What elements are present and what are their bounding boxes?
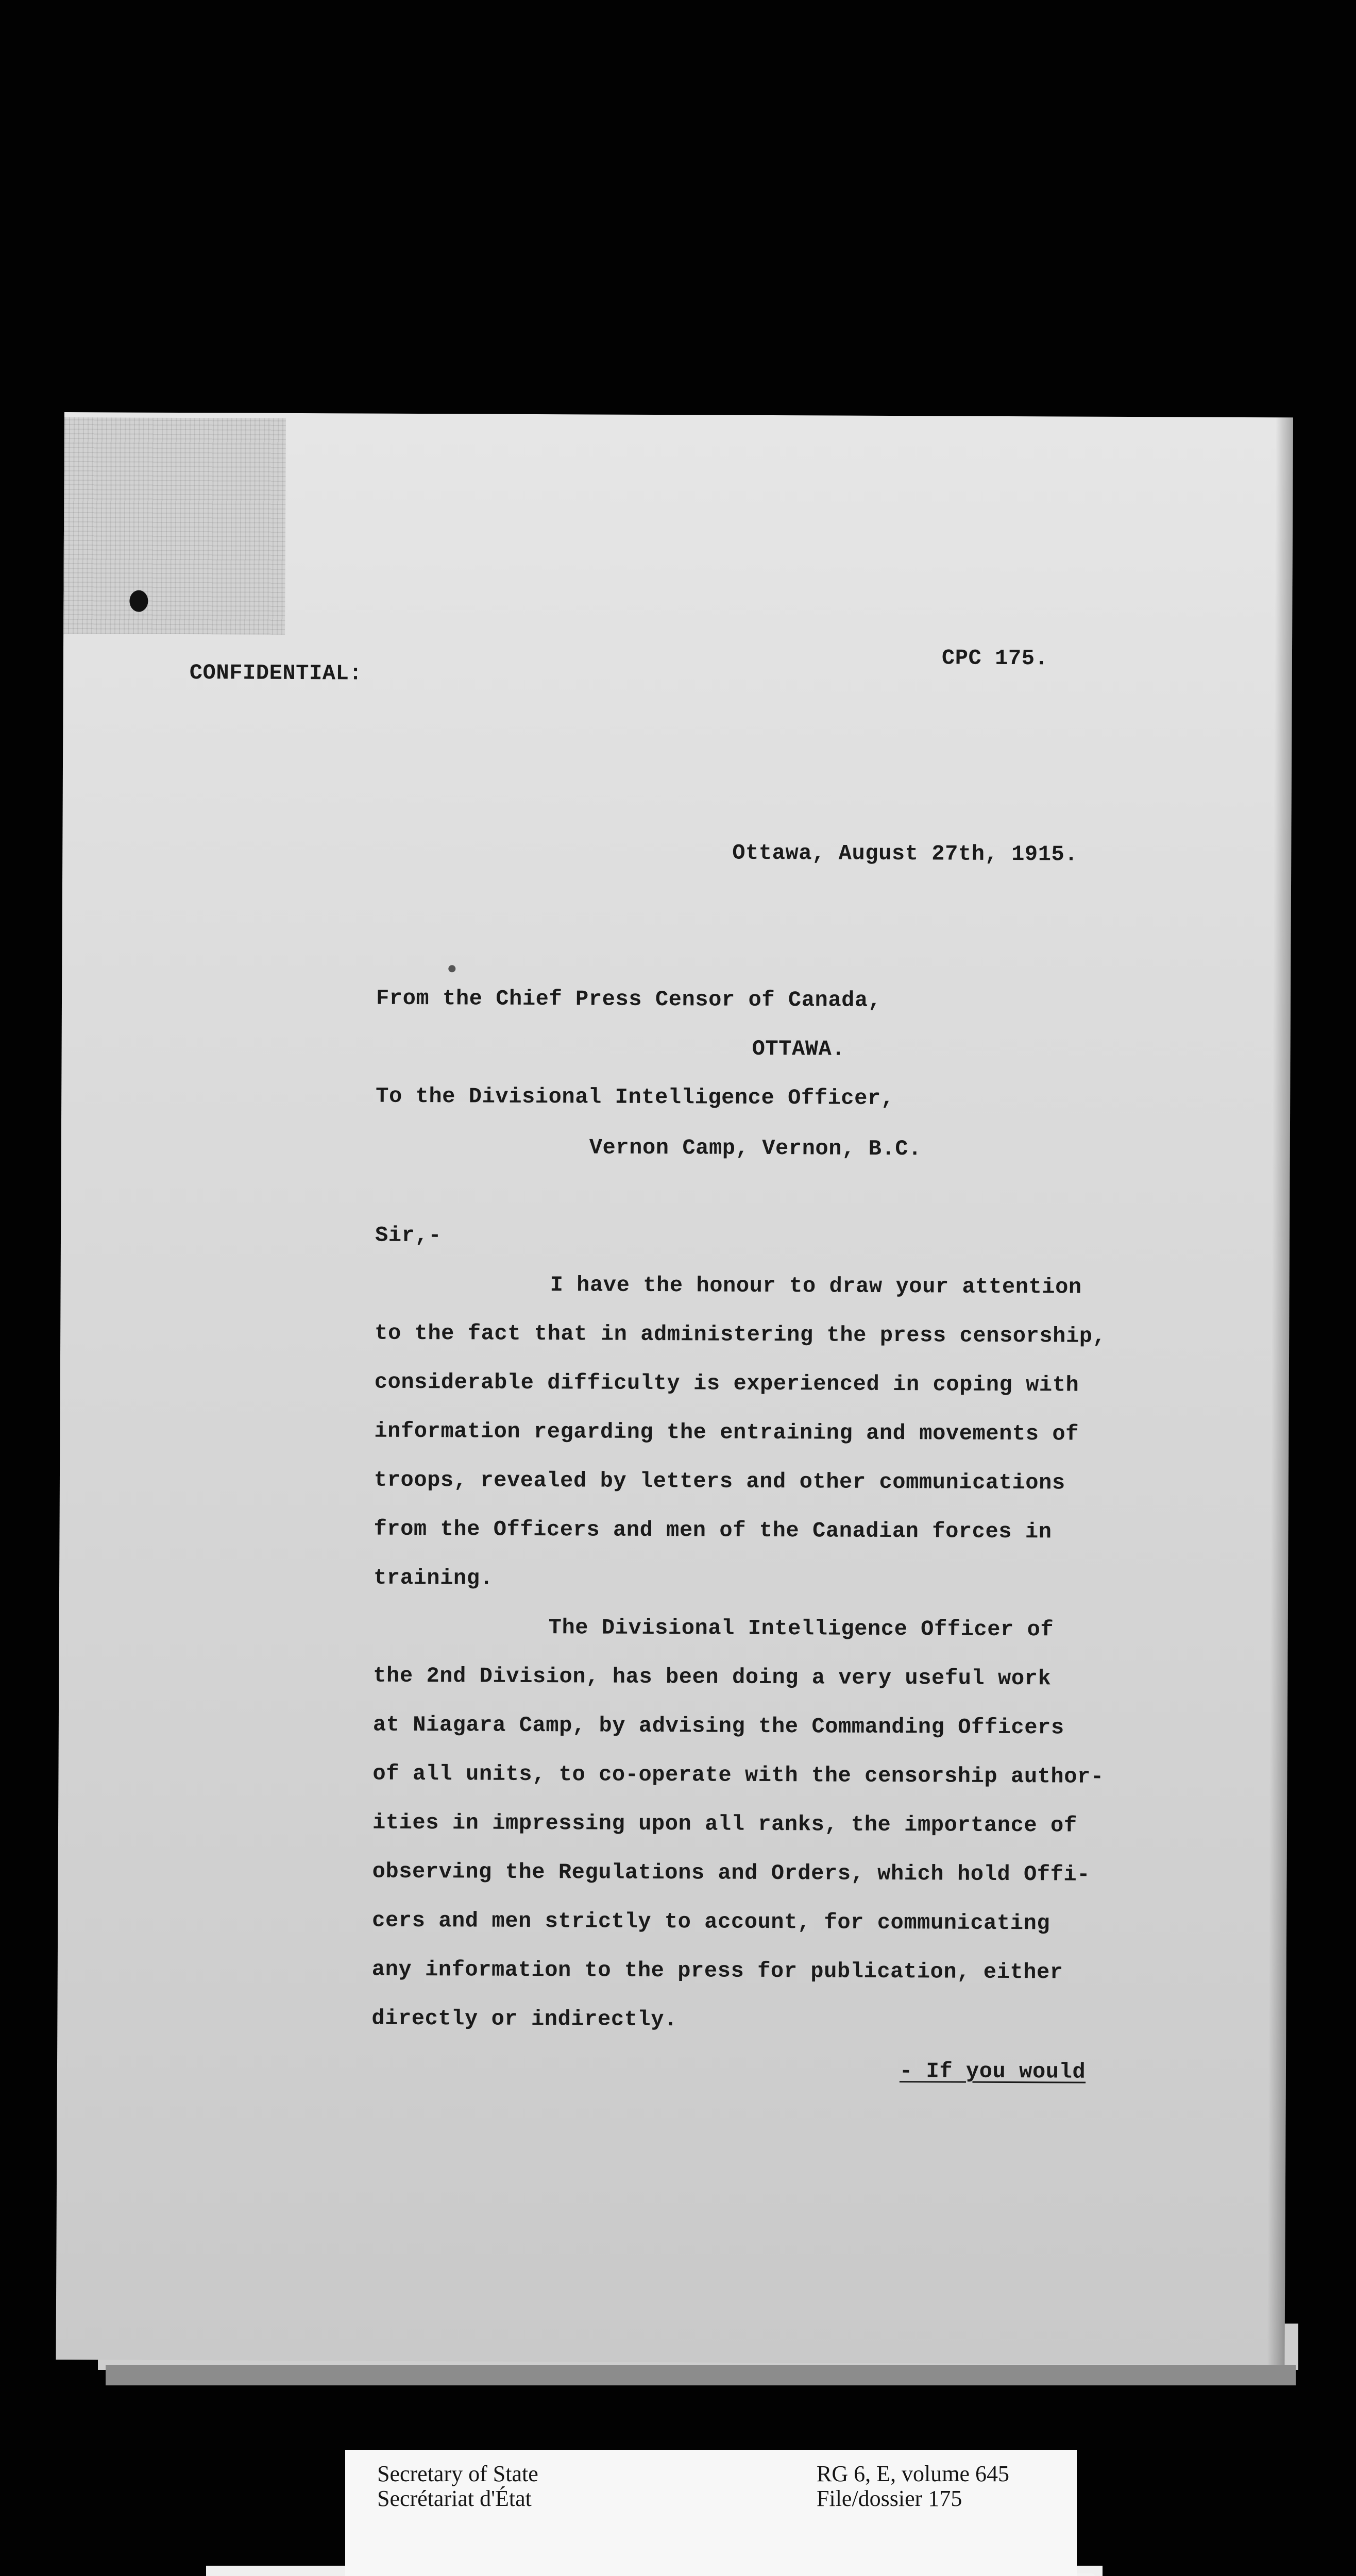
- reference-number: CPC 175.: [941, 646, 1048, 671]
- body-line: at Niagara Camp, by advising the Commanding Officers: [372, 1712, 1064, 1740]
- body-line: cers and men strictly to account, for communicating: [372, 1908, 1050, 1936]
- body-line: directly or indirectly.: [371, 2006, 678, 2032]
- salutation: Sir,-: [375, 1223, 442, 1248]
- body-line: training.: [374, 1565, 494, 1591]
- body-line: any information to the press for publication, either: [371, 1957, 1063, 1985]
- body-line: troops, revealed by letters and other communications: [374, 1467, 1065, 1496]
- body-line: of all units, to co-operate with the censorship author-: [372, 1761, 1104, 1789]
- body-line: I have the honour to draw your attention: [550, 1273, 1082, 1300]
- department-french: Secrétariat d'État: [377, 2486, 532, 2511]
- file-number: File/dossier 175: [817, 2486, 962, 2511]
- recipient-line: To the Divisional Intelligence Officer,: [376, 1083, 894, 1111]
- catchword: - If you would: [899, 2059, 1086, 2084]
- letter-page: [56, 412, 1293, 2365]
- record-group-volume: RG 6, E, volume 645: [817, 2461, 1009, 2486]
- body-line: from the Officers and men of the Canadian forces in: [374, 1516, 1052, 1545]
- body-line: to the fact that in administering the press censorship,: [375, 1320, 1106, 1349]
- body-line: information regarding the entraining and movements of: [374, 1418, 1079, 1447]
- body-line: the 2nd Division, has been doing a very useful work: [373, 1663, 1052, 1691]
- binding-tape: [63, 417, 286, 635]
- department-english: Secretary of State: [377, 2461, 538, 2486]
- punch-hole: [129, 590, 148, 612]
- underlying-sheet-edge: [106, 2365, 1296, 2385]
- sender-city: OTTAWA.: [752, 1036, 845, 1062]
- sender-line: From the Chief Press Censor of Canada,: [376, 986, 882, 1013]
- recipient-place: Vernon Camp, Vernon, B.C.: [589, 1135, 922, 1162]
- body-line: considerable difficulty is experienced in coping with: [374, 1369, 1079, 1398]
- dateline: Ottawa, August 27th, 1915.: [732, 840, 1078, 867]
- classification-mark: CONFIDENTIAL:: [189, 660, 363, 686]
- body-line: ities in impressing upon all ranks, the importance of: [372, 1810, 1077, 1838]
- body-line: The Divisional Intelligence Officer of: [548, 1615, 1054, 1642]
- body-line: observing the Regulations and Orders, which hold Offi-: [372, 1859, 1091, 1887]
- archive-reference-label: [345, 2450, 1077, 2576]
- paper-mark: [448, 965, 455, 972]
